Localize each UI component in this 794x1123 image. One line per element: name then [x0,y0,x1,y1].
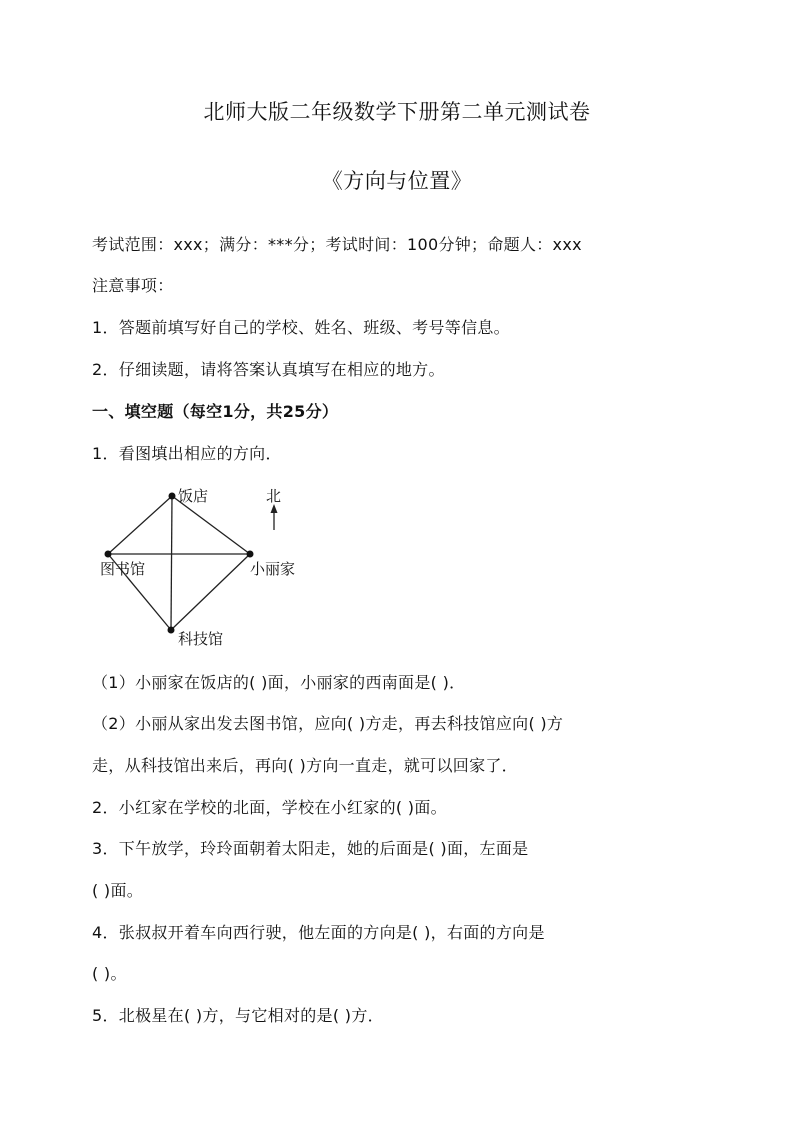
edge-line [171,496,172,630]
page-title: 北师大版二年级数学下册第二单元测试卷 [203,100,591,124]
point-tushuguan [105,551,112,558]
point-fandian [169,493,176,500]
question-1-part-1: （1）小丽家在饭店的( )面，小丽家的西南面是( )． [92,673,466,692]
point-xiaolijia [247,551,254,558]
exam-info: 考试范围：xxx；满分：***分；考试时间：100分钟；命题人：xxx [92,235,582,254]
question-2: 2．小红家在学校的北面，学校在小红家的( )面。 [92,798,447,817]
edge-line [108,496,172,554]
label-kejiguan: 科技馆 [178,630,224,648]
question-1-part-2-cont: 走，从科技馆出来后，再向( )方向一直走，就可以回家了． [92,756,518,775]
question-5: 5．北极星在( )方，与它相对的是( )方． [92,1006,384,1025]
notice-item: 1．答题前填写好自己的学校、姓名、班级、考号等信息。 [92,318,510,337]
question-4-cont: ( )。 [92,964,127,983]
notice-item: 2．仔细读题，请将答案认真填写在相应的地方。 [92,360,445,379]
question-4: 4．张叔叔开着车向西行驶，他左面的方向是( )，右面的方向是 [92,923,545,942]
notice-heading: 注意事项： [92,276,174,295]
edge-line [171,554,250,630]
label-tushuguan: 图书馆 [100,560,146,578]
page-subtitle: 《方向与位置》 [321,169,473,193]
question-3-cont: ( )面。 [92,881,144,900]
north-arrow-icon [271,504,278,513]
question-3: 3．下午放学，玲玲面朝着太阳走，她的后面是( )面，左面是 [92,839,529,858]
point-kejiguan [168,627,175,634]
direction-diagram [92,478,332,653]
question-1-part-2: （2）小丽从家出发去图书馆，应向( )方走，再去科技馆应向( )方 [92,714,564,733]
question-1-stem: 1．看图填出相应的方向． [92,444,282,463]
label-north: 北 [266,487,282,505]
section-heading: 一、填空题（每空1分，共25分） [92,402,339,421]
label-xiaolijia: 小丽家 [250,560,296,578]
label-fandian: 饭店 [178,487,209,505]
